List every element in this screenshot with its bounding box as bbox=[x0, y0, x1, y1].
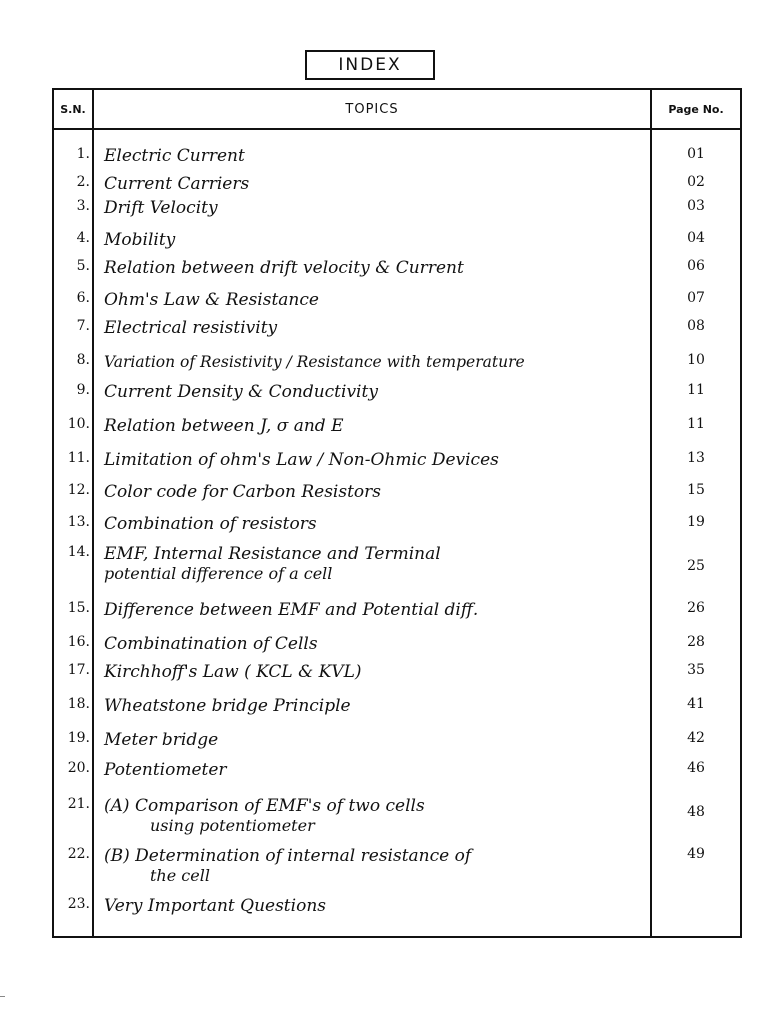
row-topic: Color code for Carbon Resistors bbox=[104, 482, 382, 502]
row-page: 04 bbox=[687, 230, 705, 246]
row-page: 49 bbox=[687, 846, 705, 862]
row-topic: Electrical resistivity bbox=[104, 318, 278, 338]
row-topic-line: EMF, Internal Resistance and Terminal bbox=[104, 544, 441, 564]
row-topic: Relation between drift velocity & Current bbox=[104, 258, 464, 278]
row-topic: Current Carriers bbox=[104, 174, 250, 194]
row-number: 16. bbox=[67, 634, 90, 650]
row-page: 10 bbox=[687, 352, 705, 368]
row-number: 3. bbox=[76, 198, 90, 214]
row-number: 20. bbox=[67, 760, 90, 776]
row-number: 10. bbox=[67, 416, 90, 432]
row-topic: Mobility bbox=[104, 230, 176, 250]
row-page: 08 bbox=[687, 318, 705, 334]
column-divider-sn bbox=[92, 90, 94, 936]
index-table bbox=[52, 88, 742, 938]
row-topic: Very Important Questions bbox=[104, 896, 326, 916]
row-page: 11 bbox=[687, 382, 705, 398]
row-number: 11. bbox=[67, 450, 90, 466]
row-page: 25 bbox=[687, 558, 705, 574]
row-page: 11 bbox=[687, 416, 705, 432]
row-topic bbox=[104, 544, 650, 584]
index-title: INDEX bbox=[305, 50, 435, 80]
row-number: 17. bbox=[67, 662, 90, 678]
row-topic bbox=[104, 796, 650, 836]
row-page: 01 bbox=[687, 146, 705, 162]
row-page: 13 bbox=[687, 450, 705, 466]
row-page: 02 bbox=[687, 174, 705, 190]
row-topic: Kirchhoff's Law ( KCL & KVL) bbox=[104, 662, 362, 682]
row-number: 6. bbox=[76, 290, 90, 306]
header-page: Page No. bbox=[668, 102, 724, 116]
table-header bbox=[54, 90, 740, 130]
row-topic: Meter bridge bbox=[104, 730, 219, 750]
row-page: 46 bbox=[687, 760, 705, 776]
row-number: 19. bbox=[67, 730, 90, 746]
row-number: 7. bbox=[76, 318, 90, 334]
row-topic: Combination of resistors bbox=[104, 514, 317, 534]
row-page: 06 bbox=[687, 258, 705, 274]
row-number: 22. bbox=[67, 846, 90, 862]
row-topic: Current Density & Conductivity bbox=[104, 382, 378, 402]
row-page: 28 bbox=[687, 634, 705, 650]
row-number: 14. bbox=[67, 544, 90, 560]
row-topic-continuation: using potentiometer bbox=[150, 816, 315, 835]
scan-mark bbox=[0, 996, 5, 997]
row-topic bbox=[104, 846, 650, 886]
row-number: 8. bbox=[76, 352, 90, 368]
row-number: 5. bbox=[76, 258, 90, 274]
row-topic: Combinatination of Cells bbox=[104, 634, 318, 654]
row-page: 48 bbox=[687, 804, 705, 820]
row-number: 15. bbox=[67, 600, 90, 616]
row-topic: Limitation of ohm's Law / Non-Ohmic Devices bbox=[104, 450, 499, 470]
row-topic: Potentiometer bbox=[104, 760, 227, 780]
row-page: 42 bbox=[687, 730, 705, 746]
row-topic: Relation between J, σ and E bbox=[104, 416, 344, 436]
row-page: 15 bbox=[687, 482, 705, 498]
row-topic-continuation: the cell bbox=[150, 866, 210, 885]
row-topic-continuation: potential difference of a cell bbox=[104, 564, 333, 583]
row-topic: Drift Velocity bbox=[104, 198, 218, 218]
row-number: 13. bbox=[67, 514, 90, 530]
row-number: 4. bbox=[76, 230, 90, 246]
row-number: 21. bbox=[67, 796, 90, 812]
row-topic: Wheatstone bridge Principle bbox=[104, 696, 351, 716]
row-topic: Ohm's Law & Resistance bbox=[104, 290, 319, 310]
header-topics: TOPICS bbox=[345, 101, 399, 117]
row-topic: Electric Current bbox=[104, 146, 245, 166]
header-sn: S.N. bbox=[60, 102, 86, 116]
row-topic: Difference between EMF and Potential diff. bbox=[104, 600, 479, 620]
row-topic: Variation of Resistivity / Resistance with temperature bbox=[104, 353, 525, 371]
row-number: 23. bbox=[67, 896, 90, 912]
row-page: 19 bbox=[687, 514, 705, 530]
row-number: 1. bbox=[76, 146, 90, 162]
row-topic-line: (B) Determination of internal resistance of bbox=[104, 846, 472, 866]
row-page: 26 bbox=[687, 600, 705, 616]
row-number: 18. bbox=[67, 696, 90, 712]
row-page: 03 bbox=[687, 198, 705, 214]
row-topic-line: (A) Comparison of EMF's of two cells bbox=[104, 796, 425, 816]
row-page: 07 bbox=[687, 290, 705, 306]
row-number: 2. bbox=[76, 174, 90, 190]
row-number: 12. bbox=[67, 482, 90, 498]
row-page: 41 bbox=[687, 696, 705, 712]
row-number: 9. bbox=[76, 382, 90, 398]
row-page: 35 bbox=[687, 662, 705, 678]
